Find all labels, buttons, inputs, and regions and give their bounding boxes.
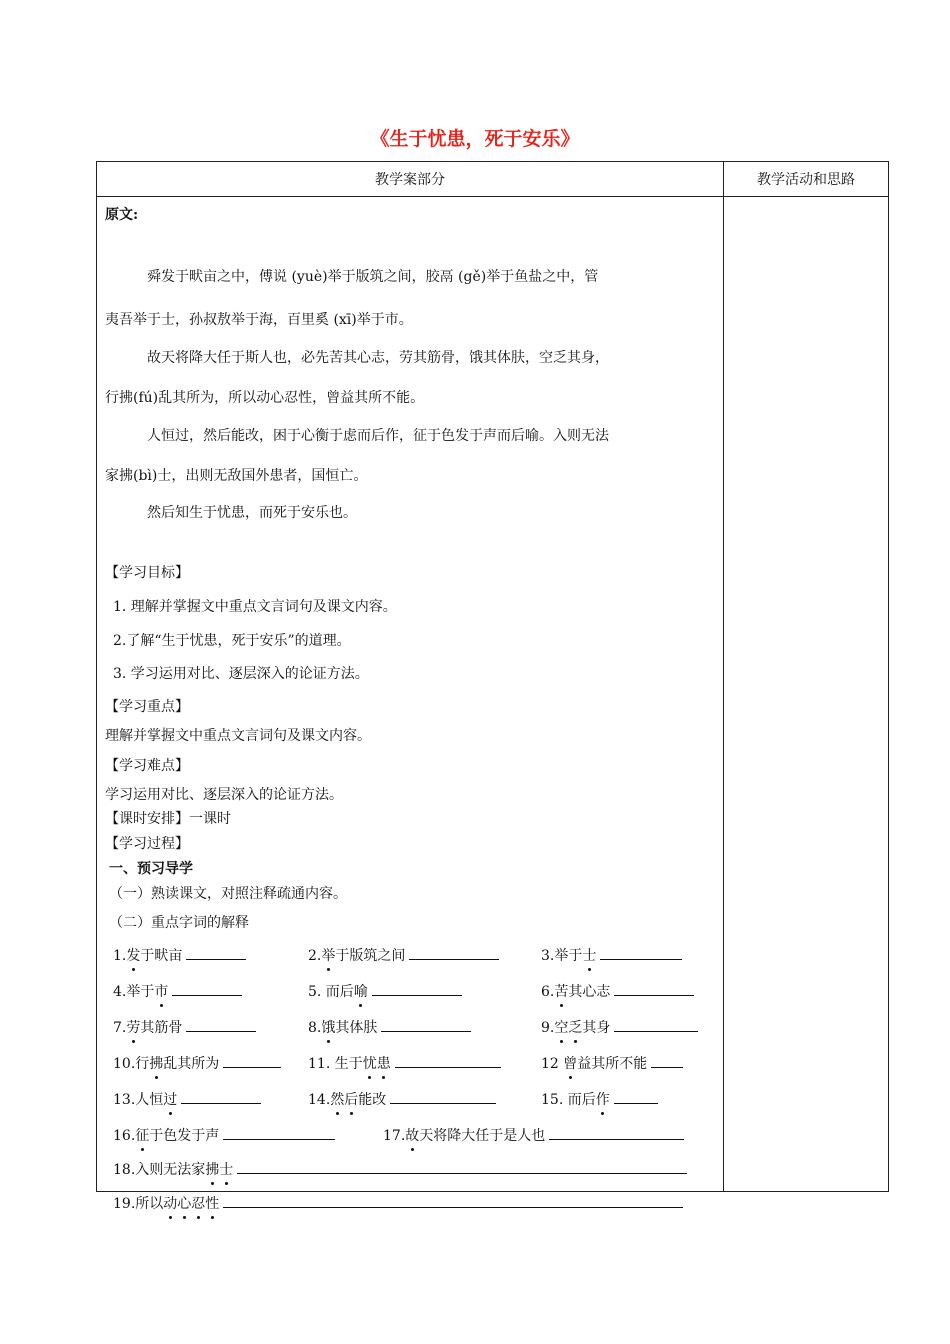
emphasis-char: 拂 bbox=[149, 1056, 164, 1072]
vocab-keyword bbox=[554, 984, 568, 1000]
emphasis-char: 乏 bbox=[568, 1020, 583, 1036]
original-line: 然后知生于忧患，而死于安乐也。 bbox=[147, 505, 357, 521]
vocab-item bbox=[383, 1125, 684, 1146]
vocab-prefix: 4.举于 bbox=[113, 984, 155, 1000]
answer-blank[interactable] bbox=[237, 1159, 687, 1174]
vocab-keyword bbox=[363, 1056, 391, 1072]
vocab-item bbox=[113, 945, 246, 966]
emphasis-char: 发 bbox=[126, 948, 141, 964]
original-line: 行拂(fú)乱其所为，所以动心忍性，曾益其所不能。 bbox=[105, 390, 425, 406]
vocab-prefix: 18.入则无法家 bbox=[113, 1162, 206, 1178]
emphasis-char: 过 bbox=[163, 1092, 178, 1108]
header-left: 教学案部分 bbox=[97, 162, 724, 197]
lesson-table bbox=[96, 161, 889, 1212]
emphasis-char: 心 bbox=[177, 1196, 192, 1212]
sub-heading: （一）熟读课文，对照注释疏通内容。 bbox=[109, 886, 347, 902]
vocab-item bbox=[113, 981, 242, 1002]
vocab-item bbox=[541, 945, 682, 966]
vocab-suffix: 于版筑之间 bbox=[335, 948, 406, 964]
answer-blank[interactable] bbox=[372, 981, 462, 996]
vocab-suffix: 于色发于声 bbox=[149, 1128, 220, 1144]
emphasis-char: 患 bbox=[376, 1056, 391, 1072]
emphasis-char: 征 bbox=[135, 1128, 150, 1144]
original-line: 家拂(bì)士，出则无敌国外患者，国恒亡。 bbox=[105, 468, 368, 484]
vocab-item bbox=[541, 1053, 683, 1074]
schedule-line bbox=[105, 809, 231, 829]
answer-blank[interactable] bbox=[390, 1089, 496, 1104]
emphasis-char: 饿 bbox=[321, 1020, 336, 1036]
original-line: 故天将降大任于斯人也，必先苦其心志，劳其筋骨，饿其体肤，空乏其身， bbox=[147, 350, 609, 366]
answer-blank[interactable] bbox=[600, 945, 682, 960]
emphasis-char: 喻 bbox=[353, 984, 368, 1000]
vocab-keyword bbox=[405, 1128, 419, 1144]
emphasis-char: 士 bbox=[219, 1162, 234, 1178]
vocab-prefix: 2. bbox=[308, 948, 322, 964]
vocab-prefix: 12 bbox=[541, 1056, 564, 1072]
vocab-item bbox=[113, 1159, 687, 1180]
process-heading: 【学习过程】 bbox=[105, 836, 189, 852]
vocab-keyword bbox=[321, 948, 335, 964]
vocab-item bbox=[541, 981, 694, 1002]
vocab-suffix: 乱其所为 bbox=[163, 1056, 220, 1072]
vocab-item bbox=[541, 1089, 658, 1110]
goal-item: 1. 理解并掌握文中重点文言词句及课文内容。 bbox=[113, 599, 397, 615]
emphasis-char: 性 bbox=[205, 1196, 220, 1212]
vocab-keyword bbox=[582, 948, 596, 964]
vocab-suffix: 能改 bbox=[358, 1092, 387, 1108]
answer-blank[interactable] bbox=[223, 1053, 281, 1068]
emphasis-char: 忧 bbox=[362, 1056, 377, 1072]
emphasis-char: 劳 bbox=[126, 1020, 141, 1036]
vocab-prefix: 17. bbox=[383, 1128, 406, 1144]
original-line: 夷吾举于士，孙叔敖举于海，百里奚 (xī)举于市。 bbox=[105, 312, 413, 328]
vocab-keyword bbox=[163, 1092, 177, 1108]
schedule-value: 一课时 bbox=[189, 811, 231, 827]
emphasis-char: 然 bbox=[330, 1092, 345, 1108]
answer-blank[interactable] bbox=[186, 945, 246, 960]
vocab-keyword bbox=[126, 1020, 140, 1036]
emphasis-char: 忍 bbox=[191, 1196, 206, 1212]
vocab-keyword bbox=[554, 1020, 582, 1036]
vocab-suffix: 益其所不能 bbox=[577, 1056, 648, 1072]
emphasis-char: 曾 bbox=[563, 1056, 578, 1072]
header-right: 教学活动和思路 bbox=[724, 162, 889, 197]
emphasis-char: 市 bbox=[154, 984, 169, 1000]
vocab-prefix: 9. bbox=[541, 1020, 555, 1036]
answer-blank[interactable] bbox=[223, 1125, 335, 1140]
emphasis-char: 拂 bbox=[205, 1162, 220, 1178]
answer-blank[interactable] bbox=[409, 945, 499, 960]
vocab-keyword bbox=[563, 1056, 577, 1072]
vocab-item bbox=[113, 1125, 335, 1146]
answer-blank[interactable] bbox=[614, 1089, 658, 1104]
vocab-prefix: 15. 而后 bbox=[541, 1092, 596, 1108]
vocab-prefix: 1. bbox=[113, 948, 127, 964]
emphasis-char: 后 bbox=[344, 1092, 359, 1108]
original-line: 人恒过，然后能改，困于心衡于虑而后作，征于色发于声而后喻。入则无法 bbox=[147, 428, 609, 444]
vocab-item bbox=[308, 1089, 496, 1110]
vocab-prefix: 19.所以 bbox=[113, 1196, 164, 1212]
difficulty-text: 学习运用对比、逐层深入的论证方法。 bbox=[105, 787, 343, 803]
key-heading: 【学习重点】 bbox=[105, 699, 189, 715]
emphasis-char: 苦 bbox=[554, 984, 569, 1000]
vocab-item bbox=[308, 1017, 471, 1038]
vocab-prefix: 16. bbox=[113, 1128, 136, 1144]
vocab-prefix: 13.人恒 bbox=[113, 1092, 164, 1108]
vocab-keyword bbox=[205, 1162, 233, 1178]
answer-blank[interactable] bbox=[172, 981, 242, 996]
goals-heading: 【学习目标】 bbox=[105, 565, 189, 581]
vocab-prefix: 7. bbox=[113, 1020, 127, 1036]
vocab-keyword bbox=[135, 1128, 149, 1144]
answer-blank[interactable] bbox=[223, 1193, 683, 1208]
emphasis-char: 士 bbox=[582, 948, 597, 964]
lesson-content bbox=[97, 197, 724, 1212]
vocab-item bbox=[541, 1017, 698, 1038]
vocab-suffix: 于畎亩 bbox=[140, 948, 183, 964]
document-title: 《生于忧患，死于安乐》 bbox=[370, 128, 580, 150]
vocab-prefix: 10.行 bbox=[113, 1056, 150, 1072]
vocab-suffix: 其体肤 bbox=[335, 1020, 378, 1036]
vocab-item bbox=[308, 945, 499, 966]
difficulty-heading: 【学习难点】 bbox=[105, 758, 189, 774]
key-text: 理解并掌握文中重点文言词句及课文内容。 bbox=[105, 728, 371, 744]
answer-blank[interactable] bbox=[381, 1017, 471, 1032]
vocab-keyword bbox=[149, 1056, 163, 1072]
sub-heading: （二）重点字词的解释 bbox=[109, 915, 249, 931]
answer-blank[interactable] bbox=[181, 1089, 261, 1104]
vocab-item bbox=[308, 1053, 501, 1074]
schedule-heading: 【课时安排】 bbox=[105, 811, 189, 827]
answer-blank[interactable] bbox=[395, 1053, 501, 1068]
vocab-keyword bbox=[154, 984, 168, 1000]
vocab-prefix: 6. bbox=[541, 984, 555, 1000]
answer-blank[interactable] bbox=[651, 1053, 683, 1068]
vocab-item bbox=[113, 1017, 256, 1038]
vocab-keyword bbox=[163, 1196, 219, 1212]
goal-item: 2.了解“生于忧患，死于安乐”的道理。 bbox=[113, 633, 351, 649]
vocab-keyword bbox=[330, 1092, 358, 1108]
notes-column[interactable] bbox=[724, 197, 889, 1192]
vocab-item bbox=[113, 1089, 261, 1110]
vocab-suffix: 其心志 bbox=[568, 984, 611, 1000]
original-line: 舜发于畎亩之中，傅说 (yuè)举于版筑之间，胶鬲 (gě)举于鱼盐之中，管 bbox=[147, 269, 599, 285]
vocab-item bbox=[308, 981, 462, 1002]
vocab-suffix: 天将降大任于是人也 bbox=[419, 1128, 546, 1144]
original-label: 原文: bbox=[105, 207, 139, 223]
emphasis-char: 作 bbox=[595, 1092, 610, 1108]
answer-blank[interactable] bbox=[614, 981, 694, 996]
vocab-item bbox=[113, 1193, 683, 1214]
goal-item: 3. 学习运用对比、逐层深入的论证方法。 bbox=[113, 666, 369, 682]
vocab-keyword bbox=[126, 948, 140, 964]
emphasis-char: 空 bbox=[554, 1020, 569, 1036]
emphasis-char: 举 bbox=[321, 948, 336, 964]
vocab-prefix: 3.举于 bbox=[541, 948, 583, 964]
vocab-prefix: 11. 生于 bbox=[308, 1056, 363, 1072]
vocab-suffix: 其筋骨 bbox=[140, 1020, 183, 1036]
vocab-prefix: 8. bbox=[308, 1020, 322, 1036]
vocab-item bbox=[113, 1053, 281, 1074]
section-heading: 一、预习导学 bbox=[109, 861, 193, 877]
vocab-prefix: 14. bbox=[308, 1092, 331, 1108]
answer-blank[interactable] bbox=[549, 1125, 684, 1140]
answer-blank[interactable] bbox=[614, 1017, 698, 1032]
vocab-keyword bbox=[354, 984, 368, 1000]
vocab-keyword bbox=[321, 1020, 335, 1036]
vocab-keyword bbox=[596, 1092, 610, 1108]
vocab-suffix: 其身 bbox=[582, 1020, 611, 1036]
emphasis-char: 动 bbox=[163, 1196, 178, 1212]
emphasis-char: 故 bbox=[405, 1128, 420, 1144]
vocab-prefix: 5. 而后 bbox=[308, 984, 354, 1000]
answer-blank[interactable] bbox=[186, 1017, 256, 1032]
